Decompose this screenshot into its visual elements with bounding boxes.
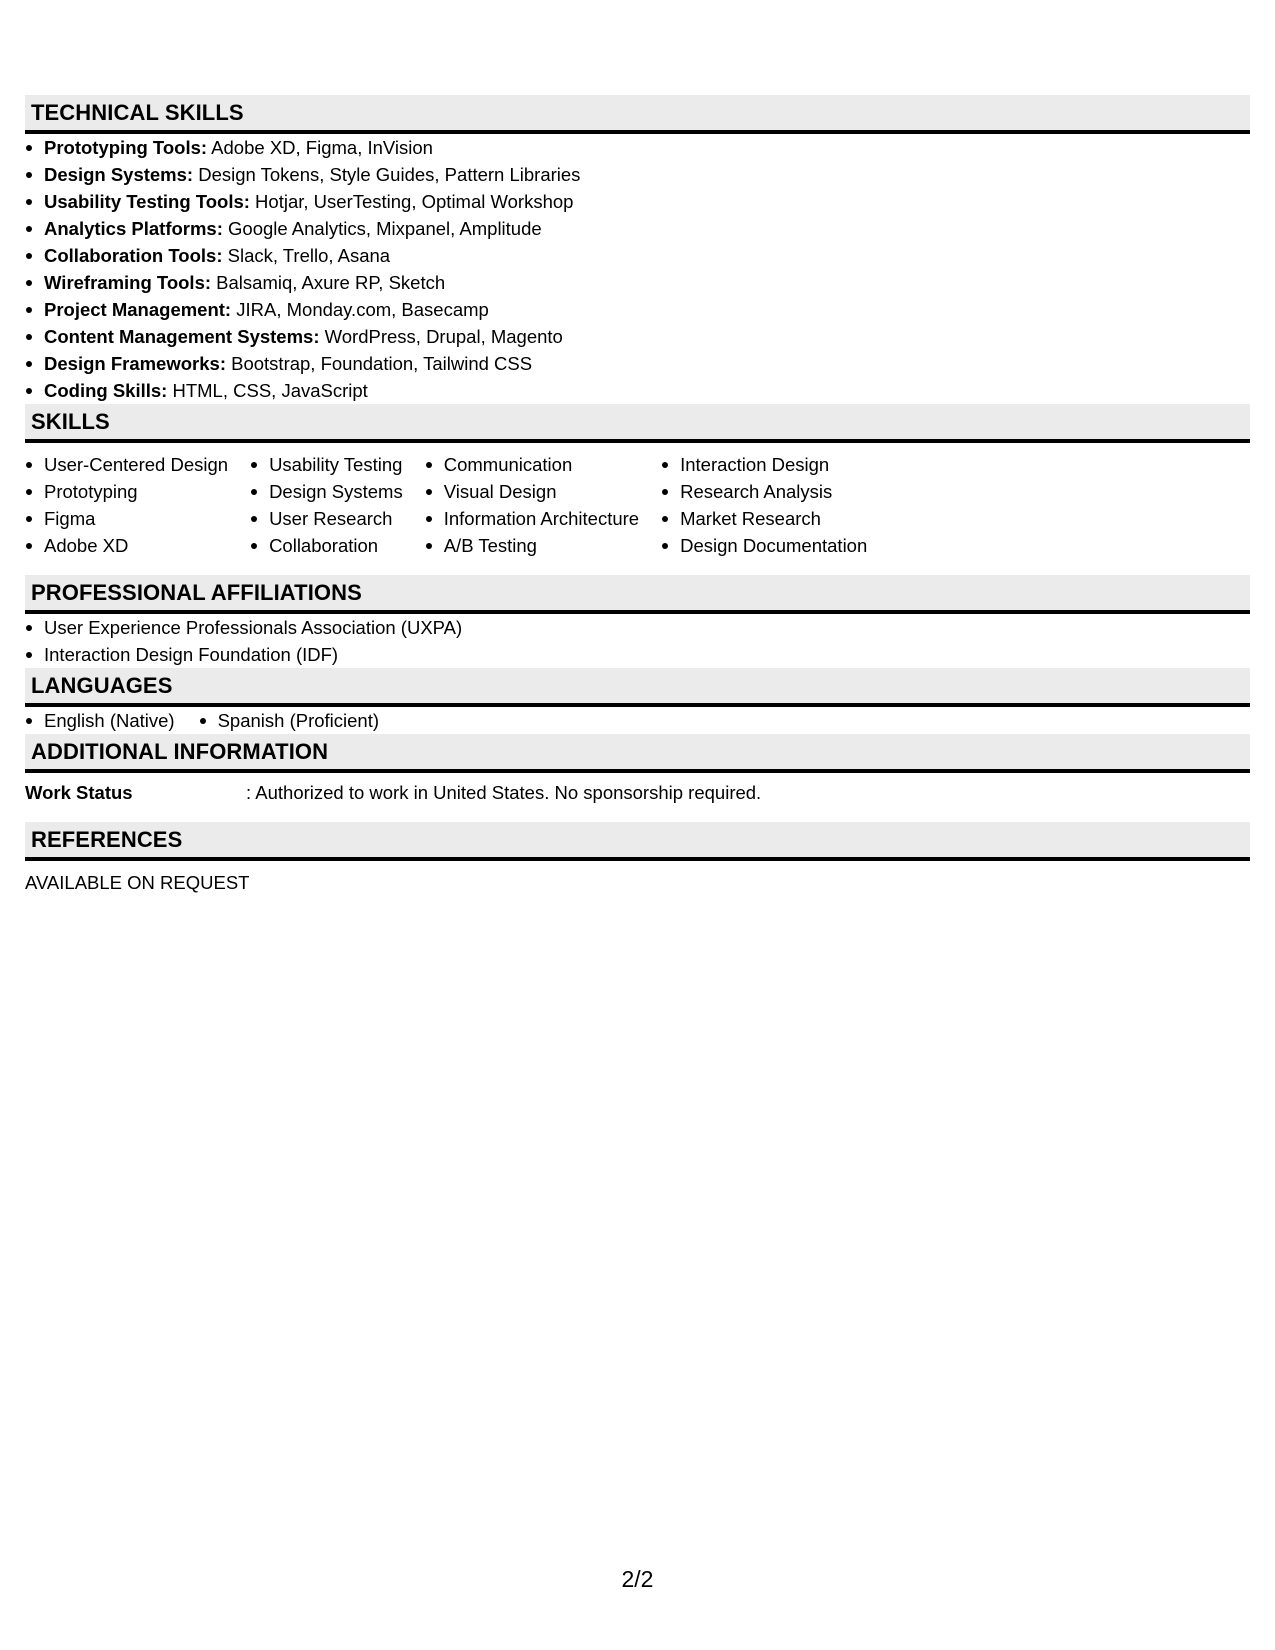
technical-skills-list	[25, 134, 1250, 404]
skill-category-value: Adobe XD, Figma, InVision	[207, 137, 433, 158]
skill-category-value: JIRA, Monday.com, Basecamp	[231, 299, 489, 320]
list-item: Visual Design	[425, 478, 639, 505]
section-header	[25, 668, 1250, 707]
skill-category-value: Design Tokens, Style Guides, Pattern Libraries	[193, 164, 581, 185]
section-header	[25, 95, 1250, 134]
list-item: Prototyping	[25, 478, 228, 505]
list-item	[25, 161, 1250, 188]
list-item	[25, 323, 1250, 350]
skill-category-value: Hotjar, UserTesting, Optimal Workshop	[249, 191, 574, 212]
list-item	[25, 242, 1250, 269]
section-title: ADDITIONAL INFORMATION	[31, 738, 329, 764]
list-item: Information Architecture	[425, 505, 639, 532]
skill-category-label: Content Management Systems:	[44, 326, 320, 347]
list-item: Collaboration	[250, 532, 403, 559]
list-item: Interaction Design	[661, 451, 867, 478]
skill-category-value: Balsamiq, Axure RP, Sketch	[211, 272, 446, 293]
list-item	[25, 269, 1250, 296]
list-item	[25, 188, 1250, 215]
skill-category-value: Slack, Trello, Asana	[222, 245, 391, 266]
skill-category-label: Analytics Platforms:	[44, 218, 223, 239]
section-header	[25, 822, 1250, 861]
resume-page	[25, 95, 1250, 896]
list-item: Adobe XD	[25, 532, 228, 559]
list-item: User Research	[250, 505, 403, 532]
list-item: English (Native)	[25, 707, 175, 734]
skill-category-value: WordPress, Drupal, Magento	[319, 326, 563, 347]
skills-column	[250, 451, 403, 559]
work-status-value: : Authorized to work in United States. No sponsorship required.	[246, 782, 762, 803]
list-item: Interaction Design Foundation (IDF)	[25, 641, 1250, 668]
skill-category-label: Coding Skills:	[44, 380, 168, 401]
list-item	[25, 134, 1250, 161]
work-status-row	[25, 773, 1250, 822]
list-item: Spanish (Proficient)	[199, 707, 379, 734]
list-item: Market Research	[661, 505, 867, 532]
affiliations-list	[25, 614, 1250, 668]
skill-category-label: Usability Testing Tools:	[44, 191, 250, 212]
section-header	[25, 575, 1250, 614]
list-item	[25, 296, 1250, 323]
references-text: AVAILABLE ON REQUEST	[25, 872, 250, 893]
skill-category-value: Bootstrap, Foundation, Tailwind CSS	[225, 353, 533, 374]
section-title: TECHNICAL SKILLS	[31, 99, 244, 125]
list-item: User-Centered Design	[25, 451, 228, 478]
skill-category-value: HTML, CSS, JavaScript	[167, 380, 368, 401]
skill-category-label: Wireframing Tools:	[44, 272, 212, 293]
section-title: PROFESSIONAL AFFILIATIONS	[31, 579, 362, 605]
languages-list	[25, 707, 1250, 734]
list-item: Design Systems	[250, 478, 403, 505]
skill-category-value: Google Analytics, Mixpanel, Amplitude	[222, 218, 542, 239]
work-status-label: Work Status	[25, 782, 133, 803]
skill-category-label: Design Frameworks:	[44, 353, 226, 374]
list-item: Communication	[425, 451, 639, 478]
page-number: 2/2	[621, 1566, 654, 1592]
list-item	[25, 350, 1250, 377]
references-section	[25, 822, 1250, 896]
technical-skills-section	[25, 95, 1250, 404]
list-item: User Experience Professionals Association (UXPA)	[25, 614, 1250, 641]
skills-column	[425, 451, 639, 559]
skills-grid	[25, 443, 1250, 575]
skills-column	[661, 451, 867, 559]
skill-category-label: Project Management:	[44, 299, 232, 320]
section-title: REFERENCES	[31, 826, 183, 852]
list-item: Figma	[25, 505, 228, 532]
section-title: SKILLS	[31, 408, 110, 434]
section-title: LANGUAGES	[31, 672, 173, 698]
languages-section	[25, 668, 1250, 734]
list-item: Research Analysis	[661, 478, 867, 505]
additional-info-section	[25, 734, 1250, 822]
list-item: A/B Testing	[425, 532, 639, 559]
skill-category-label: Collaboration Tools:	[44, 245, 223, 266]
list-item: Design Documentation	[661, 532, 867, 559]
section-header	[25, 734, 1250, 773]
affiliations-section	[25, 575, 1250, 668]
skill-category-label: Prototyping Tools:	[44, 137, 208, 158]
skills-column	[25, 451, 228, 559]
list-item	[25, 215, 1250, 242]
skill-category-label: Design Systems:	[44, 164, 194, 185]
list-item	[25, 377, 1250, 404]
skills-section	[25, 404, 1250, 575]
section-header	[25, 404, 1250, 443]
list-item: Usability Testing	[250, 451, 403, 478]
